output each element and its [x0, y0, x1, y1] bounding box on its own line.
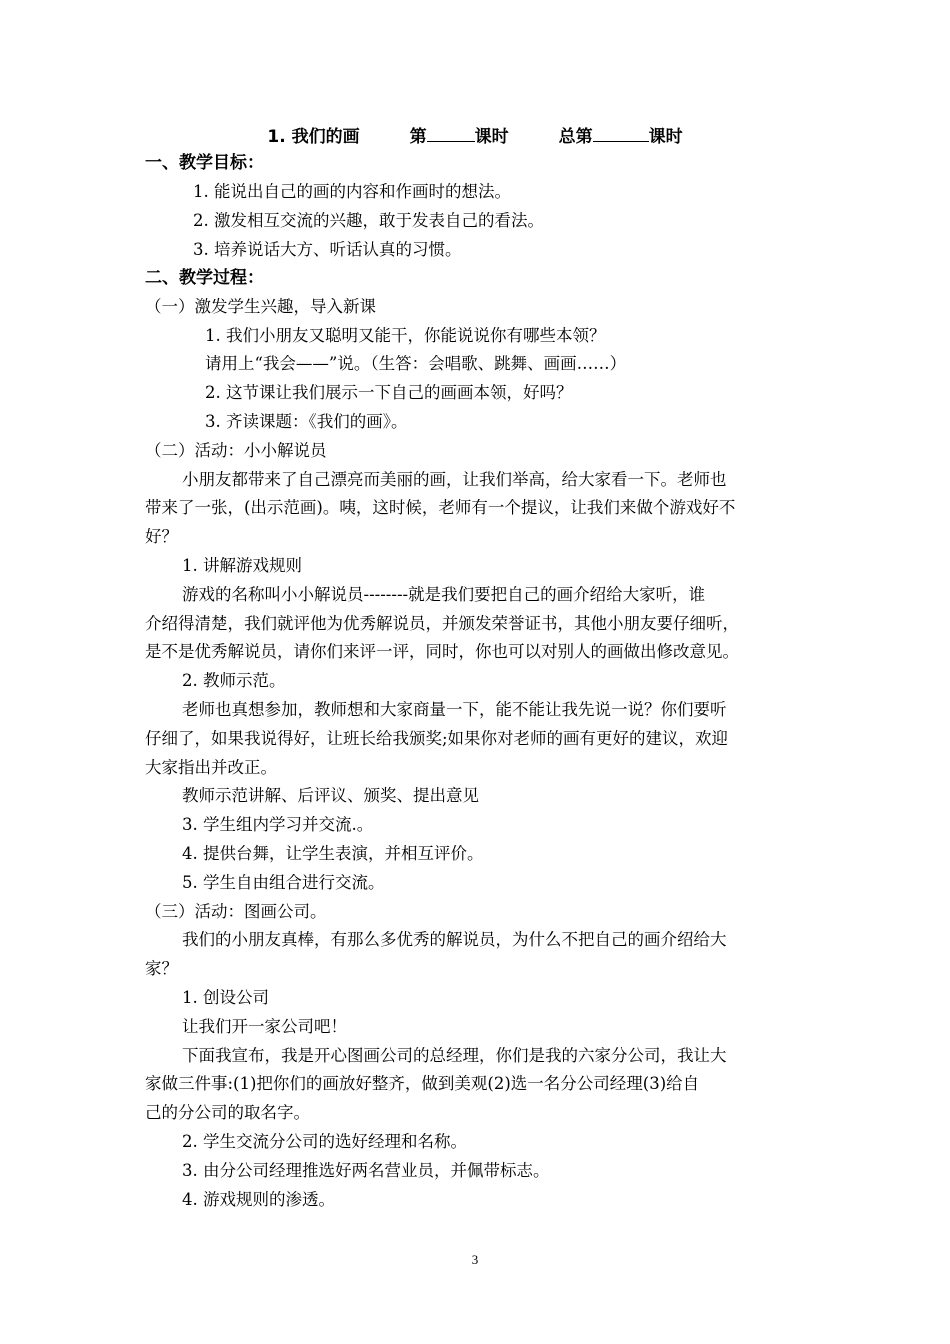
part1-item: 3. 齐读课题：《我们的画》。 [205, 412, 408, 431]
demo-line: 教师示范讲解、后评议、颁奖、提出意见 [182, 786, 479, 805]
part1-heading: （一）激发学生兴趣，导入新课 [145, 297, 376, 316]
company-line: 让我们开一家公司吧！ [182, 1017, 347, 1036]
part2-intro-line: 好？ [145, 527, 178, 546]
part3-item: 2. 学生交流分公司的选好经理和名称。 [182, 1132, 467, 1151]
rules-label: 1. 讲解游戏规则 [182, 556, 302, 575]
lesson-title: 1. 我们的画 [267, 127, 360, 147]
demo-line: 大家指出并改正。 [145, 758, 277, 777]
rules-line: 游戏的名称叫小小解说员--------就是我们要把自己的画介绍给大家听，谁 [182, 585, 706, 604]
part3-intro-line: 家？ [145, 959, 178, 978]
lesson-title-line [0, 123, 950, 148]
page-number: 3 [471, 1252, 479, 1267]
total-blank [593, 123, 649, 142]
part3-item: 4. 游戏规则的渗透。 [182, 1190, 335, 1209]
period-prefix: 第 [409, 127, 427, 147]
part2-item: 4. 提供台舞，让学生表演，并相互评价。 [182, 844, 484, 863]
part1-item: 请用上“我会——”说。（生答：会唱歌、跳舞、画画……） [205, 354, 627, 373]
company-line: 家做三件事:(1)把你们的画放好整齐，做到美观(2)选一名分公司经理(3)给自 [145, 1074, 700, 1093]
demo-line: 仔细了，如果我说得好，让班长给我颁奖;如果你对老师的画有更好的建议，欢迎 [145, 729, 729, 748]
rules-line: 介绍得清楚，我们就评他为优秀解说员，并颁发荣誉证书，其他小朋友要仔细听， [145, 614, 739, 633]
part2-item: 3. 学生组内学习并交流.。 [182, 815, 374, 834]
demo-label: 2. 教师示范。 [182, 671, 286, 690]
part2-item: 5. 学生自由组合进行交流。 [182, 873, 385, 892]
goals-heading: 一、教学目标： [145, 153, 264, 173]
process-heading: 二、教学过程： [145, 268, 264, 288]
part2-intro-line: 小朋友都带来了自己漂亮而美丽的画，让我们举高，给大家看一下。老师也 [182, 470, 727, 489]
part3-intro-line: 我们的小朋友真棒，有那么多优秀的解说员，为什么不把自己的画介绍给大 [182, 930, 727, 949]
company-line: 己的分公司的取名字。 [145, 1103, 310, 1122]
part3-heading: （三）活动：图画公司。 [145, 902, 327, 921]
goal-item: 3. 培养说话大方、听话认真的习惯。 [193, 240, 462, 259]
demo-line: 老师也真想参加，教师想和大家商量一下，能不能让我先说一说？你们要听 [182, 700, 727, 719]
company-line: 下面我宣布，我是开心图画公司的总经理，你们是我的六家分公司，我让大 [182, 1046, 727, 1065]
total-prefix: 总第 [558, 127, 593, 147]
part1-item: 2. 这节课让我们展示一下自己的画画本领，好吗？ [205, 383, 573, 402]
period-blank [427, 123, 475, 142]
part3-item: 3. 由分公司经理推选好两名营业员，并佩带标志。 [182, 1161, 550, 1180]
part1-item: 1. 我们小朋友又聪明又能干，你能说说你有哪些本领？ [205, 326, 606, 345]
goal-item: 1. 能说出自己的画的内容和作画时的想法。 [193, 182, 511, 201]
company-label: 1. 创设公司 [182, 988, 269, 1007]
part2-intro-line: 带来了一张，(出示范画)。咦，这时候，老师有一个提议，让我们来做个游戏好不 [145, 498, 736, 517]
part2-heading: （二）活动：小小解说员 [145, 441, 327, 460]
total-suffix: 课时 [648, 127, 683, 147]
rules-line: 是不是优秀解说员，请你们来评一评，同时，你也可以对别人的画做出修改意见。 [145, 642, 739, 661]
period-suffix: 课时 [474, 127, 509, 147]
goal-item: 2. 激发相互交流的兴趣，敢于发表自己的看法。 [193, 211, 544, 230]
